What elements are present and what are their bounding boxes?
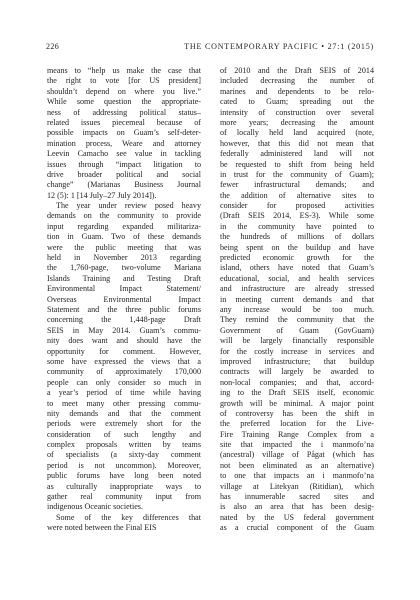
text-line: more years; decreasing the amount <box>220 117 374 127</box>
text-line: issues through “impact litigation to <box>47 159 201 169</box>
text-line: not been eliminated as an alternative) <box>220 460 374 470</box>
text-line: ness of addressing political status– <box>47 107 201 117</box>
text-line: included decreasing the number of <box>220 76 374 86</box>
text-line: mination process, Weare and attorney <box>47 138 201 148</box>
text-line: the right to vote [for US president] <box>47 76 201 86</box>
text-line: Some of the key differences that <box>56 512 201 522</box>
text-line: growth will be minimal. A major point <box>220 398 374 408</box>
text-line: gather real community input from <box>47 492 201 502</box>
text-line: a year’s period of time while having <box>47 388 201 398</box>
text-line: Statement and the three public forums <box>47 304 201 314</box>
text-line: as culturally inappropriate ways to <box>47 481 201 491</box>
text-line: means to “help us make the case that <box>47 66 201 75</box>
text-line: the preferred location for the Live- <box>220 419 374 429</box>
text-line: any increase would be too much. <box>220 304 374 314</box>
text-line: as a crucial component of the Guam <box>220 523 374 533</box>
text-line: input regarding expanded militariza- <box>47 221 201 231</box>
text-line: public forums have long been noted <box>47 471 201 481</box>
text-line: will be largely financially responsible <box>220 336 374 346</box>
text-line: of 2010 and the Draft SEIS of 2014 <box>220 66 374 75</box>
text-line: the 1,760-page, two-volume Mariana <box>47 263 201 273</box>
text-line: of locally held land acquired (note, <box>220 128 374 138</box>
text-line: shouldn’t depend on where you live.” <box>47 86 201 96</box>
text-line: They remind the community that the <box>220 315 374 325</box>
right-column <box>220 66 374 534</box>
text-line: to meet many other pressing commu- <box>47 398 201 408</box>
text-line: in trust for the community of Guam); <box>220 169 374 179</box>
text-line: related issues piecemeal because of <box>47 117 201 127</box>
text-line: tion in Guam. Two of these demands <box>47 232 201 242</box>
text-line: federally administered land will not <box>220 149 374 159</box>
text-line: nity demands and that the comment <box>47 408 201 418</box>
text-line: be requested to shift from being held <box>220 159 374 169</box>
text-line: change” (Marianas Business Journal <box>47 180 201 190</box>
text-line: (ancestral) village of Pågat (which has <box>220 450 374 460</box>
text-line: concerning the 1,448-page Draft <box>47 315 201 325</box>
text-line: for the costly increase in services and <box>220 346 374 356</box>
text-line: Overseas Environmental Impact <box>47 294 201 304</box>
text-line: complex proposals written by teams <box>47 440 201 450</box>
text-line: and infrastructure are already stressed <box>220 284 374 294</box>
text-line: marines and dependents to be relo- <box>220 86 374 96</box>
text-line: demands on the community to provide <box>47 211 201 221</box>
text-line: Environmental Impact Statement/ <box>47 284 201 294</box>
text-line: While some question the appropriate- <box>47 97 201 107</box>
text-line: intensity of construction over several <box>220 107 374 117</box>
text-line: (Draft SEIS 2014, ES-3). While some <box>220 211 374 221</box>
left-column <box>47 66 201 534</box>
text-line: people can only consider so much in <box>47 377 201 387</box>
text-line: were the public meeting that was <box>47 242 201 252</box>
text-line: in meeting current demands and that <box>220 294 374 304</box>
text-line: some have expressed the views that a <box>47 356 201 366</box>
text-line: consideration of such lengthy and <box>47 429 201 439</box>
text-line: island, others have noted that Guam’s <box>220 263 374 273</box>
text-line: the addition of alternative sites to <box>220 190 374 200</box>
text-line: Leevin Camacho see value in tackling <box>47 149 201 159</box>
text-line: consider for proposed activities <box>220 201 374 211</box>
text-line: opportunity for comment. However, <box>47 346 201 356</box>
text-line: The year under review posed heavy <box>56 201 201 211</box>
text-line: were noted between the Final EIS <box>47 523 157 533</box>
page-number: 226 <box>46 42 60 51</box>
text-line: nity does want and should have the <box>47 336 201 346</box>
text-line: Government of Guam (GovGuam) <box>220 325 374 335</box>
text-line: of controversy has been the shift in <box>220 408 374 418</box>
text-line: Islands Training and Testing Draft <box>47 273 201 283</box>
text-line: indigenous Oceanic societies. <box>47 502 143 512</box>
text-line: fewer infrastructural demands; and <box>220 180 374 190</box>
text-line: held in November 2013 regarding <box>47 253 201 263</box>
text-line: however, that this did not mean that <box>220 138 374 148</box>
text-line: the hundreds of millions of dollars <box>220 232 374 242</box>
text-line: nated by the US federal government <box>220 512 374 522</box>
text-line: possible impacts on Guam’s self-deter- <box>47 128 201 138</box>
text-line: predicted economic growth for the <box>220 253 374 263</box>
text-line: site that impacted the i manmofo’na <box>220 440 374 450</box>
text-line: community of approximately 170,000 <box>47 367 201 377</box>
text-line: ing to the Draft SEIS itself, economic <box>220 388 374 398</box>
text-line: educational, social, and health services <box>220 273 374 283</box>
text-line: period is not uncommon). Moreover, <box>47 460 201 470</box>
text-line: drive broader political and social <box>47 169 201 179</box>
text-line: non-local companies; and that, accord- <box>220 377 374 387</box>
running-header <box>46 42 374 54</box>
text-line: is also an area that has been desig- <box>220 502 374 512</box>
text-line: SEIS in May 2014. Guam’s commu- <box>47 325 201 335</box>
text-line: village at Litekyan (Ritidian), which <box>220 481 374 491</box>
text-line: to one that impacts an i manmofo’na <box>220 471 374 481</box>
text-line: of specialists (a sixty-day comment <box>47 450 201 460</box>
text-line: has innumerable sacred sites and <box>220 492 374 502</box>
text-line: cated to Guam; spreading out the <box>220 97 374 107</box>
text-line: 12 (5): 1 [14 July–27 July 2014]). <box>47 190 157 200</box>
text-line: contracts will largely be awarded to <box>220 367 374 377</box>
running-head: THE CONTEMPORARY PACIFIC • 27:1 (2015) <box>184 42 374 51</box>
text-line: periods were extremely short for the <box>47 419 201 429</box>
text-line: in the community have pointed to <box>220 221 374 231</box>
text-line: Fire Training Range Complex from a <box>220 429 374 439</box>
text-line: improved infrastructure; that buildup <box>220 356 374 366</box>
text-line: being spent on the buildup and have <box>220 242 374 252</box>
